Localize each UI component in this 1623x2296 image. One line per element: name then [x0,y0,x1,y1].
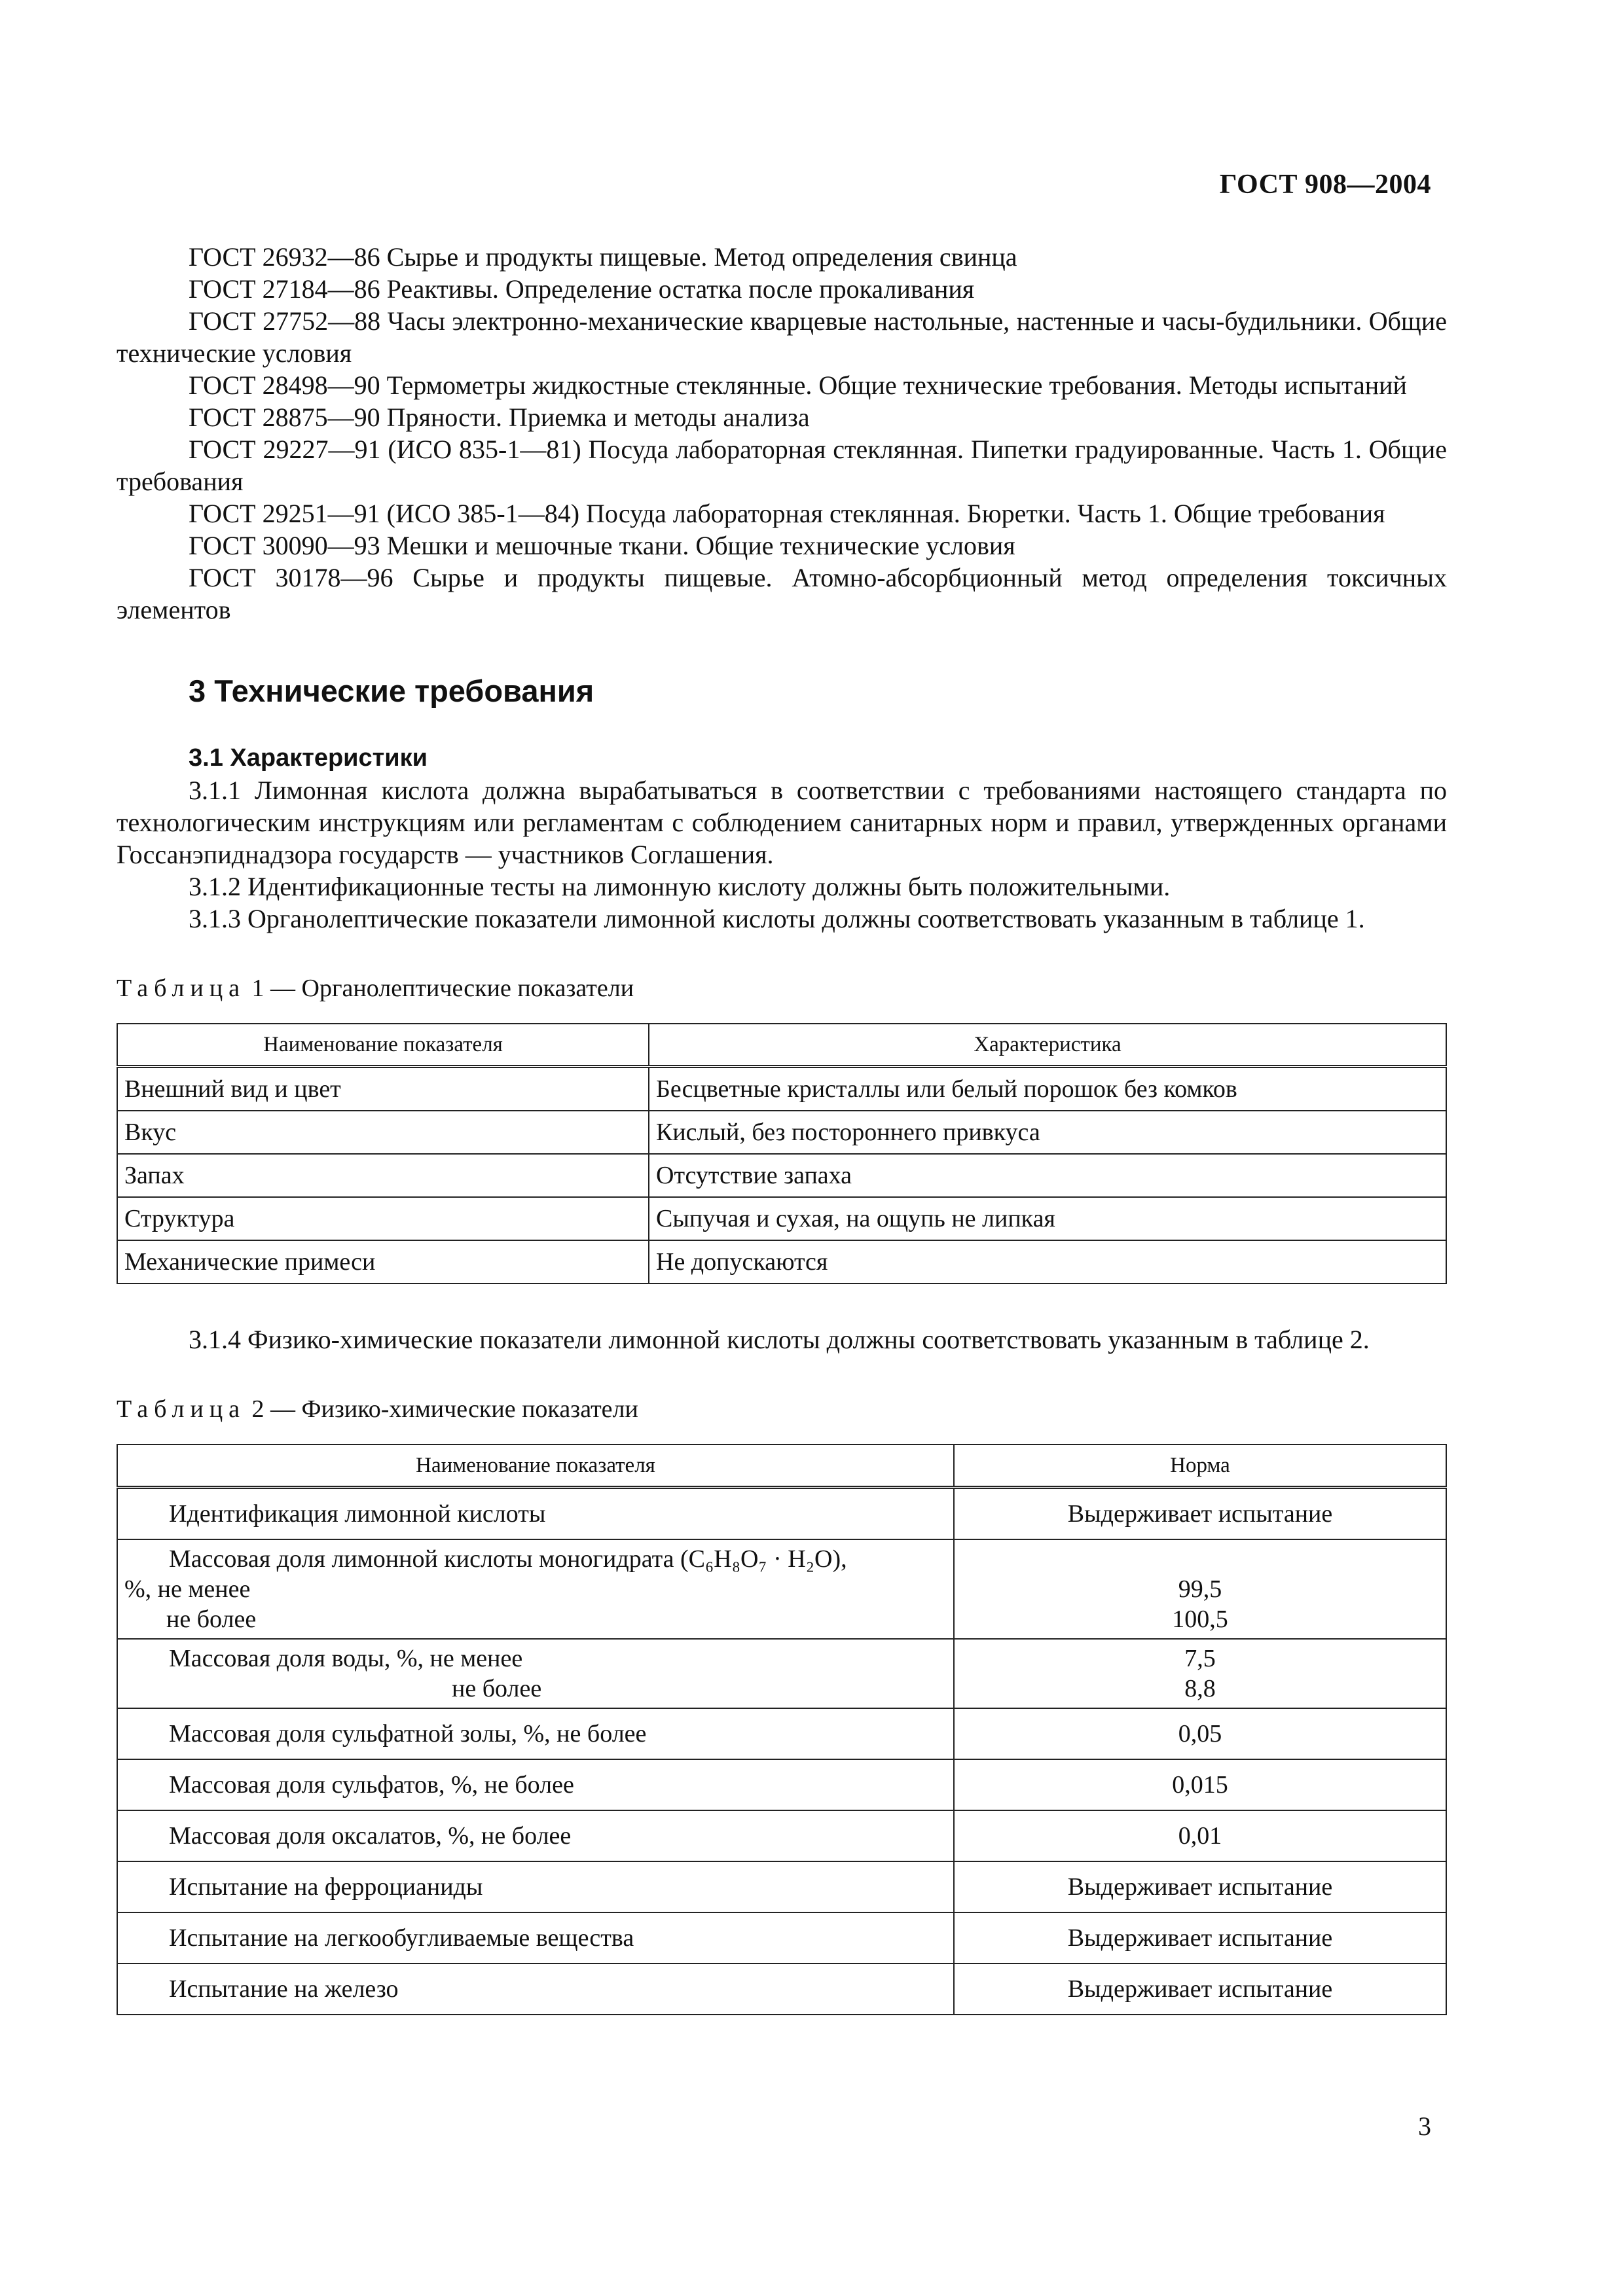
indicator-name-line: не более [452,1675,542,1702]
characteristic-cell: Кислый, без постороннего привкуса [649,1111,1446,1154]
table-row [117,1912,1446,1964]
indicator-name-cell [117,1759,954,1810]
norm-value-line: Выдерживает испытание [1067,1873,1333,1901]
normative-references-list [117,241,1447,626]
table-row [117,1708,1446,1759]
indicator-name-cell: Структура [117,1197,649,1240]
reference-item: ГОСТ 29227—91 (ИСО 835-1—81) Посуда лабораторная стеклянная. Пипетки градуированные. Часть 1. Общие требования [117,435,1447,496]
page-number: 3 [1418,2111,1431,2141]
norm-value-line: 99,5 [1178,1575,1222,1603]
reference-item: ГОСТ 30178—96 Сырье и продукты пищевые. Атомно-абсорбционный метод определения токсичных элементов [117,563,1447,624]
section-heading: 3 Технические требования [189,673,594,708]
table-row [117,1111,1446,1154]
norm-cell [954,1861,1446,1912]
table-row [117,1067,1446,1111]
paragraph-3-1-4: 3.1.4 Физико-химические показатели лимонной кислоты должны соответствовать указанным в таблице 2. [189,1325,1370,1354]
paragraph-3-1-2: 3.1.2 Идентификационные тесты на лимонную кислоту должны быть положительными. [189,872,1171,901]
table-2-caption-text: 2 — Физико-химические показатели [251,1395,638,1423]
norm-value-line: 0,015 [1172,1771,1228,1799]
table-header-row [117,1024,1446,1067]
table-row [117,1639,1446,1708]
column-header: Норма [954,1444,1446,1488]
indicator-name-line: Испытание на ферроцианиды [169,1873,483,1901]
indicator-name-line: Испытание на легкообугливаемые вещества [169,1924,634,1952]
table-row [117,1539,1446,1639]
norm-value-line: Выдерживает испытание [1067,1500,1333,1528]
norm-value-line: Выдерживает испытание [1067,1975,1333,2003]
norm-value-line: 0,05 [1178,1720,1222,1748]
table-row [117,1240,1446,1283]
table-header-row [117,1444,1446,1488]
indicator-name-line: Массовая доля воды, %, не менее [169,1645,523,1672]
table-row [117,1861,1446,1912]
norm-cell [954,1810,1446,1861]
table-1-body [117,1067,1446,1284]
paragraph-3-1-1: 3.1.1 Лимонная кислота должна вырабатываться в соответствии с требованиями настоящего стандарта по технологическим инструкциям или регламентам с соблюдением санитарных норм и правил, утвержденных органами Госсанэпиднадзора государств — участников Соглашения. [117,776,1447,869]
reference-item: ГОСТ 26932—86 Сырье и продукты пищевые. Метод определения свинца [189,242,1017,272]
characteristic-cell: Не допускаются [649,1240,1446,1283]
characteristic-cell: Отсутствие запаха [649,1154,1446,1197]
reference-item: ГОСТ 30090—93 Мешки и мешочные ткани. Общие технические условия [189,531,1015,560]
norm-cell [954,1539,1446,1639]
indicator-name-cell: Механические примеси [117,1240,649,1283]
indicator-name-line: Массовая доля сульфатов, %, не более [169,1771,574,1799]
reference-item: ГОСТ 28498—90 Термометры жидкостные стеклянные. Общие технические требования. Методы испытаний [189,370,1407,400]
table-2-caption [117,1393,1447,1426]
indicator-name-cell [117,1912,954,1964]
document-code: ГОСТ 908—2004 [1219,170,1431,200]
norm-value-line: 100,5 [1172,1605,1228,1633]
reference-item: ГОСТ 27184—86 Реактивы. Определение остатка после прокаливания [189,274,975,304]
indicator-name-cell [117,1539,954,1639]
column-header: Наименование показателя [117,1024,649,1067]
norm-cell [954,1964,1446,2015]
table-row [117,1154,1446,1197]
norm-cell [954,1708,1446,1759]
norm-cell [954,1639,1446,1708]
characteristic-cell: Бесцветные кристаллы или белый порошок без комков [649,1067,1446,1111]
indicator-name-line: Массовая доля лимонной кислоты моногидрата (C₆H₈O₇ · H₂O), [169,1545,847,1573]
table-row [117,1197,1446,1240]
column-header: Характеристика [649,1024,1446,1067]
norm-value-line: Выдерживает испытание [1067,1924,1333,1952]
indicator-name-cell: Внешний вид и цвет [117,1067,649,1111]
table-2-caption-label: Таблица [117,1395,246,1423]
indicator-name-line: %, не менее [124,1575,251,1603]
indicator-name-line: Идентификация лимонной кислоты [169,1500,546,1528]
table-row [117,1759,1446,1810]
indicator-name-line: Массовая доля сульфатной золы, %, не более [169,1720,647,1748]
indicator-name-line: Массовая доля оксалатов, %, не более [169,1822,572,1850]
table-1-caption-label: Таблица [117,975,246,1002]
norm-value-line: 8,8 [1184,1675,1216,1702]
table-row [117,1964,1446,2015]
table-physicochemical [117,1444,1447,2015]
indicator-name-cell [117,1810,954,1861]
indicator-name-cell [117,1708,954,1759]
indicator-name-cell [117,1639,954,1708]
subsection-heading: 3.1 Характеристики [189,744,428,772]
page-content [117,241,1447,2015]
norm-value-line: 7,5 [1184,1645,1216,1672]
indicator-name-cell [117,1964,954,2015]
norm-cell [954,1488,1446,1540]
reference-item: ГОСТ 29251—91 (ИСО 385-1—84) Посуда лабораторная стеклянная. Бюретки. Часть 1. Общие требования [189,499,1385,528]
indicator-name-line: не более [166,1605,257,1633]
column-header: Наименование показателя [117,1444,954,1488]
norm-value-line: 0,01 [1178,1822,1222,1850]
indicator-name-cell [117,1861,954,1912]
norm-value-line [961,1544,1439,1574]
indicator-name-cell [117,1488,954,1540]
indicator-name-line: Испытание на железо [169,1975,399,2003]
table-1-caption-text: 1 — Органолептические показатели [251,975,634,1002]
characteristic-cell: Сыпучая и сухая, на ощупь не липкая [649,1197,1446,1240]
table-1-caption [117,973,1447,1005]
norm-cell [954,1759,1446,1810]
table-organoleptic [117,1023,1447,1284]
reference-item: ГОСТ 28875—90 Пряности. Приемка и методы анализа [189,403,810,432]
table-2-body [117,1488,1446,2015]
indicator-name-cell: Вкус [117,1111,649,1154]
reference-item: ГОСТ 27752—88 Часы электронно-механические кварцевые настольные, настенные и часы-будильники. Общие технические условия [117,306,1447,368]
paragraph-3-1-3: 3.1.3 Органолептические показатели лимонной кислоты должны соответствовать указанным в таблице 1. [189,904,1365,933]
table-row [117,1810,1446,1861]
indicator-name-cell: Запах [117,1154,649,1197]
table-row [117,1488,1446,1540]
norm-cell [954,1912,1446,1964]
